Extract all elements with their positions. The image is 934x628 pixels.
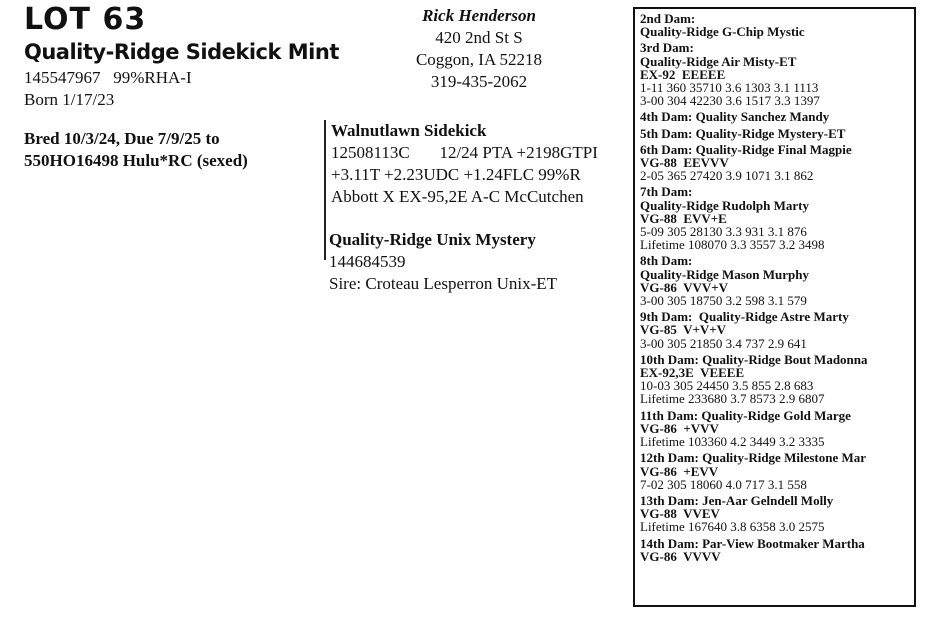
pedigree-bold-line: VG-86 VVVV <box>640 548 721 564</box>
dam-name: Quality-Ridge Unix Mystery <box>329 230 536 249</box>
bred-line-1: Bred 10/3/24, Due 7/9/25 to <box>24 129 220 148</box>
pedigree-record-line: 3-00 305 21850 3.4 737 2.9 641 <box>640 335 807 351</box>
pedigree-entry <box>640 451 914 491</box>
pedigree-entry <box>640 143 914 183</box>
pedigree-bold-line: 2nd Dam: <box>640 11 696 26</box>
pedigree-record-line: 2-05 365 27420 3.9 1071 3.1 862 <box>640 168 814 184</box>
pedigree-bold-line: 9th Dam: Quality-Ridge Astre Marty <box>640 309 849 325</box>
sire-line-2: +3.11T +2.23UDC +1.24FLC 99%R <box>331 165 581 184</box>
pedigree-bold-line: Quality-Ridge Rudolph Marty <box>640 197 810 213</box>
pedigree-record-line: 3-00 304 42230 3.6 1517 3.3 1397 <box>640 93 820 109</box>
pedigree-record-line: 7-02 305 18060 4.0 717 3.1 558 <box>640 476 807 492</box>
pedigree-record-line: 10-03 305 24450 3.5 855 2.8 683 <box>640 378 814 394</box>
cow-name: Quality-Ridge Sidekick Mint <box>24 40 339 64</box>
sire-name: Walnutlawn Sidekick <box>331 121 487 140</box>
lot-title: LOT 63 <box>24 2 147 37</box>
pedigree-bold-line: 5th Dam: Quality-Ridge Mystery-ET <box>640 125 846 141</box>
dam-block <box>329 229 557 295</box>
pedigree-entry <box>640 12 914 38</box>
consignor-block <box>330 5 628 93</box>
pedigree-bold-line: 14th Dam: Par-View Bootmaker Martha <box>640 535 865 551</box>
pedigree-bold-line: 4th Dam: Quality Sanchez Mandy <box>640 109 830 125</box>
pedigree-entry <box>640 127 914 140</box>
pedigree-bold-line: Quality-Ridge Mason Murphy <box>640 266 810 282</box>
pedigree-entry <box>640 409 914 449</box>
pedigree-bold-line: Quality-Ridge Air Misty-ET <box>640 53 797 69</box>
pedigree-bold-line: 6th Dam: Quality-Ridge Final Magpie <box>640 141 852 157</box>
pedigree-record-line: Lifetime 108070 3.3 3557 3.2 3498 <box>640 237 825 253</box>
pedigree-bold-line: VG-86 +VVV <box>640 420 719 436</box>
sire-line-3: Abbott X EX-95,2E A-C McCutchen <box>331 187 584 206</box>
registration-number: 145547967 99%RHA-I <box>24 68 192 87</box>
pedigree-entry <box>640 310 914 350</box>
pedigree-record-line: 5-09 305 28130 3.3 931 3.1 876 <box>640 224 807 240</box>
pedigree-bold-line: VG-88 EVV+E <box>640 210 727 226</box>
pedigree-entry <box>640 537 914 563</box>
consignor-city: Coggon, IA 52218 <box>415 50 543 69</box>
sire-line-1: 12508113C 12/24 PTA +2198GTPI <box>331 143 598 162</box>
pedigree-record-line: 3-00 305 18750 3.2 598 3.1 579 <box>640 293 807 309</box>
pedigree-bold-line: 10th Dam: Quality-Ridge Bout Madonna <box>640 351 868 367</box>
pedigree-bold-line: Quality-Ridge G-Chip Mystic <box>640 24 805 40</box>
pedigree-bold-line: 8th Dam: <box>640 253 693 269</box>
pedigree-entry <box>640 353 914 406</box>
pedigree-bold-line: 13th Dam: Jen-Aar Gelndell Molly <box>640 492 834 508</box>
birth-date: Born 1/17/23 <box>24 90 115 109</box>
consignor-street: 420 2nd St S <box>435 28 523 47</box>
pedigree-entry <box>640 41 914 107</box>
pedigree-bold-line: EX-92,3E VEEEE <box>640 365 745 381</box>
dam-sire: Sire: Croteau Lesperron Unix-ET <box>329 274 558 293</box>
pedigree-bold-line: VG-86 VVV+V <box>640 279 729 295</box>
pedigree-bold-line: VG-86 +EVV <box>640 463 719 479</box>
breeding-info <box>24 128 248 172</box>
pedigree-bold-line: VG-88 EEVVV <box>640 155 729 171</box>
pedigree-bold-line: 12th Dam: Quality-Ridge Milestone Mar <box>640 450 867 466</box>
pedigree-record-line: Lifetime 167640 3.8 6358 3.0 2575 <box>640 519 825 535</box>
pedigree-bold-line: EX-92 EEEEE <box>640 66 726 82</box>
consignor-name: Rick Henderson <box>422 6 536 25</box>
pedigree-record-line: Lifetime 103360 4.2 3449 3.2 3335 <box>640 434 825 450</box>
pedigree-bold-line: VG-85 V+V+V <box>640 322 727 338</box>
pedigree-entry <box>640 110 914 123</box>
consignor-phone: 319-435-2062 <box>430 72 528 91</box>
pedigree-record-line: Lifetime 233680 3.7 8573 2.9 6807 <box>640 391 825 407</box>
pedigree-record-line: 1-11 360 35710 3.6 1303 3.1 1113 <box>640 80 819 96</box>
pedigree-entry <box>640 185 914 251</box>
pedigree-bold-line: VG-88 VVEV <box>640 506 720 522</box>
bred-line-2: 550HO16498 Hulu*RC (sexed) <box>24 151 248 170</box>
dam-registration: 144684539 <box>329 252 406 271</box>
pedigree-bold-line: 3rd Dam: <box>640 40 694 56</box>
pedigree-bold-line: 7th Dam: <box>640 184 693 200</box>
pedigree-entry <box>640 254 914 307</box>
pedigree-bold-line: 11th Dam: Quality-Ridge Gold Marge <box>640 407 851 423</box>
pedigree-box <box>633 7 916 607</box>
pedigree-entry <box>640 494 914 534</box>
